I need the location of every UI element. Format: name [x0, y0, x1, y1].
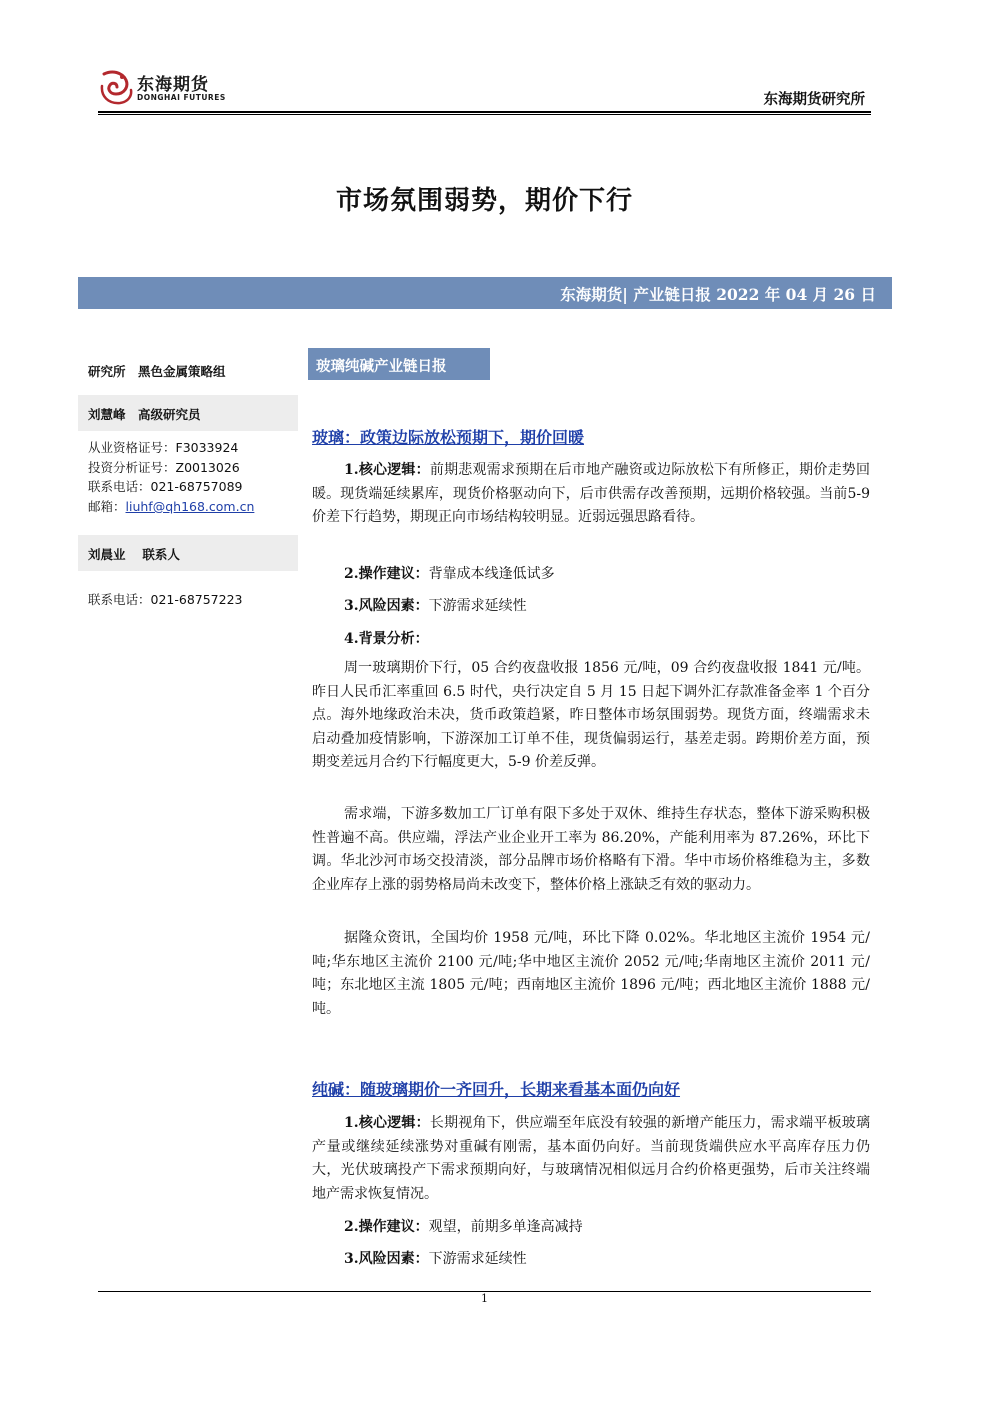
glass-background-label: 4.背景分析：	[344, 631, 429, 647]
soda-heading[interactable]: 纯碱：随玻璃期价一齐回升，长期来看基本面仍向好	[312, 1080, 681, 1099]
glass-bg-paragraph-2: 需求端，下游多数加工厂订单有限下多处于双休、维持生存状态，整体下游采购积极性普遍不高。供应端，浮法产业企业开工率为 86.20%，产能利用率为 87.26%，环比下调。华北沙河市场交投清淡，部分品牌市场价格略有下滑。华中市场价格维稳为主，多数企业库存上涨的弱势格局尚未改变下，整体价格上涨缺乏有效的驱动力。	[312, 806, 870, 893]
glass-bg-paragraph-1: 周一玻璃期价下行，05 合约夜盘收报 1856 元/吨，09 合约夜盘收报 1841 元/吨。昨日人民币汇率重回 6.5 时代，央行决定自 5 月 15 日起下调外汇存款准备金率 1 个百分点。海外地缘政治未决，货币政策趋紧，昨日整体市场氛围弱势。现货方面，终端需求未启动叠加疫情影响，下游深加工订单不佳，现货偏弱运行，基差走弱。跨期价差方面，预期变差远月合约下行幅度更大，5-9 价差反弹。	[312, 660, 870, 770]
email-label: 邮箱：	[88, 499, 126, 514]
analyst1-qualification: 从业资格证号：F3033924	[88, 440, 239, 455]
glass-advice-label: 2.操作建议：	[344, 566, 429, 582]
soda-advice	[344, 1216, 583, 1236]
analyst2-name: 刘晨业 联系人	[88, 547, 180, 562]
glass-logic	[312, 459, 870, 530]
logo-text-en: DONGHAI FUTURES	[137, 93, 226, 102]
soda-logic-text: 长期视角下，供应端至年底没有较强的新增产能压力，需求端平板玻璃产量或继续延续涨势对重碱有刚需，基本面仍向好。当前现货端供应水平高库存压力仍大，光伏玻璃投产下需求预期向好，与玻璃情况相似远月合约价格更强势，后市关注终端地产需求恢复情况。	[312, 1115, 871, 1202]
analyst1-email-link[interactable]: liuhf@qh168.com.cn	[125, 499, 255, 514]
header-rule-thin	[98, 114, 871, 115]
header-rule	[98, 111, 871, 113]
analyst1-phone: 联系电话：021-68757089	[88, 479, 243, 494]
banner-text: 东海期货| 产业链日报 2022 年 04 月 26 日	[560, 285, 876, 304]
glass-advice-text: 背靠成本线逢低试多	[428, 566, 555, 582]
section-tag	[308, 348, 490, 380]
analyst1-name: 刘慧峰 高级研究员	[88, 407, 201, 422]
glass-risk-text: 下游需求延续性	[428, 598, 527, 614]
section-tag-text: 玻璃纯碱产业链日报	[316, 358, 447, 375]
analyst1-invest-cert: 投资分析证号：Z0013026	[88, 460, 240, 475]
soda-risk	[344, 1248, 527, 1268]
header-org-name: 东海期货研究所	[763, 91, 865, 108]
soda-risk-label: 3.风险因素：	[344, 1251, 429, 1267]
soda-advice-text: 观望，前期多单逢高减持	[428, 1219, 583, 1235]
glass-logic-text: 前期悲观需求预期在后市地产融资或边际放松下有所修正，期价走势回暖。现货端延续累库，现货价格驱动向下，后市供需存改善预期，远期价格较强。当前5-9价差下行趋势，期现正向市场结构较明显。近弱远强思路看待。	[312, 462, 871, 525]
soda-logic	[312, 1112, 870, 1206]
glass-heading[interactable]: 玻璃：政策边际放松预期下，期价回暖	[312, 428, 585, 447]
glass-bg-paragraph-3: 据隆众资讯，全国均价 1958 元/吨，环比下降 0.02%。华北地区主流价 1954 元/吨;华东地区主流价 2100 元/吨;华中地区主流价 2052 元/吨;华南地区主流价 2011 元/吨；东北地区主流 1805 元/吨；西南地区主流价 1896 元/吨；西北地区主流价 1888 元/吨。	[312, 930, 870, 1017]
soda-risk-text: 下游需求延续性	[428, 1251, 527, 1267]
glass-advice	[344, 563, 555, 583]
analyst2-phone: 联系电话：021-68757223	[88, 592, 243, 607]
page-title: 市场氛围弱势，期价下行	[335, 186, 633, 216]
glass-risk-label: 3.风险因素：	[344, 598, 429, 614]
page-number: 1	[481, 1292, 488, 1305]
sidebar-analyst2-header	[78, 535, 298, 571]
sidebar-dept: 研究所 黑色金属策略组	[88, 364, 226, 379]
report-banner	[78, 277, 892, 309]
glass-risk	[344, 595, 527, 615]
soda-advice-label: 2.操作建议：	[344, 1219, 429, 1235]
sidebar-analyst1-header	[78, 395, 298, 431]
analyst1-email-row	[88, 497, 254, 515]
logo-text-cn: 东海期货	[137, 75, 209, 95]
glass-logic-label: 1.核心逻辑：	[344, 462, 430, 478]
soda-logic-label: 1.核心逻辑：	[344, 1115, 430, 1131]
